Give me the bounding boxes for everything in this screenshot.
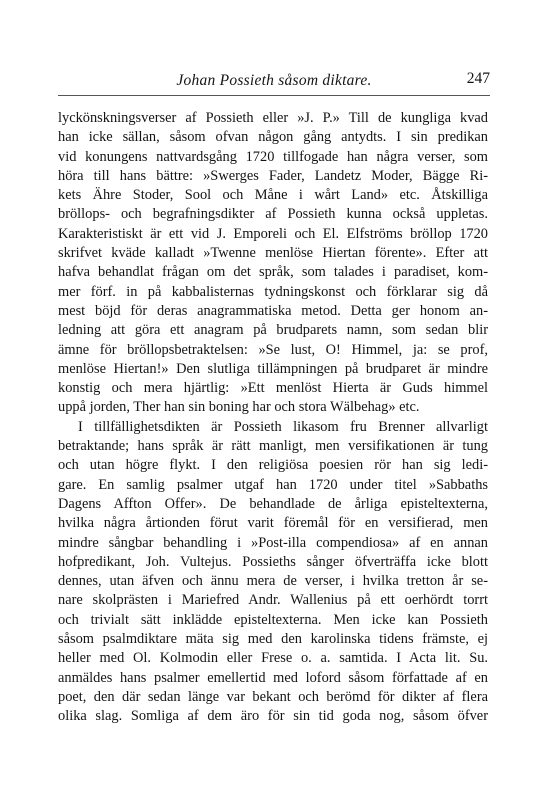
- text-line: Dagens Affton Offer». De behandlade de årliga episteltexterna,: [58, 495, 488, 512]
- text-line: han icke sällan, såsom ofvan någon gång antydts. I sin predikan: [58, 129, 488, 146]
- text-line: och utan högre flykt. I den religiösa poesien rör han sig ledi-: [58, 457, 488, 474]
- text-line: hvilka några årtionden förut varit föremål för en versifierad, men: [58, 515, 488, 532]
- text-line: kets Ähre Stoder, Sool och Måne i wårt Land» etc. Åtskilliga: [58, 187, 488, 204]
- text-line: olika slag. Somliga af dem äro för sin tid goda nog, såsom öfver: [58, 708, 488, 725]
- text-line: hofpredikant, Joh. Vultejus. Possieths sånger öfverträffa icke blott: [58, 553, 488, 570]
- text-line: gare. En samlig psalmer utgaf han 1720 under titel »Sabbaths: [58, 476, 488, 493]
- text-line: uppå jorden, Ther han sin boning har och stora Wälbehag» etc.: [58, 399, 420, 416]
- text-line: mindre sångbar behandling i »Post-illa compendiosa» af en annan: [58, 534, 488, 551]
- page-number: 247: [466, 70, 490, 87]
- text-line: hafva behandlat frågan om det språk, som talades i paradiset, kom-: [58, 264, 488, 281]
- text-line: anmäldes hans psalmer emellertid med loford såsom författade af en: [58, 669, 488, 686]
- text-line: bröllops- och begrafningsdikter af Possieth kunna också uppletas.: [58, 206, 488, 223]
- text-line: mer förf. in på kabbalisternas tydningskonst och förklarar sig då: [58, 283, 488, 300]
- text-line: menlöse Hiertan!» Den slutliga tillämpningen på brudparet är mindre: [58, 360, 488, 377]
- text-line: betraktande; hans språk är rätt manligt, men versifikationen är tung: [58, 438, 488, 455]
- text-line: och trivialt sätt inklädde episteltexterna. Men icke kan Possieth: [58, 611, 488, 628]
- text-line: ledning att göra ett anagram på brudparets namn, som sedan blir: [58, 322, 488, 339]
- text-line: vid konungens nattvardsgång 1720 tillfogade han några verser, som: [58, 148, 488, 165]
- body-text: [58, 109, 488, 727]
- text-line: skrifvet kväde kalladt »Twenne menlöse Hiertan förente». Efter att: [58, 245, 488, 262]
- running-head: [58, 70, 490, 92]
- text-line: ämne för bröllopsbetraktelsen: »Se lust, O! Himmel, ja: se prof,: [58, 341, 488, 358]
- text-line: lyckönskningsverser af Possieth eller »J. P.» Till de kungliga kvad: [58, 110, 488, 126]
- text-line: mest böjd för deras anagrammatiska metod. Detta ger honom an-: [58, 302, 488, 319]
- header-rule: [58, 95, 490, 96]
- running-title: Johan Possieth såsom diktare.: [176, 72, 372, 89]
- text-line: såsom psalmdiktare mäta sig med den karolinska tidens främste, ej: [58, 631, 488, 648]
- text-line: heller med Ol. Kolmodin eller Frese o. a. samtida. I Acta lit. Su.: [58, 650, 488, 667]
- paragraph-start-line: I tillfällighetsdikten är Possieth likasom fru Brenner allvarligt: [78, 418, 488, 435]
- text-line: dennes, utan äfven och ännu mera de verser, i hvilka tretton år se-: [58, 573, 488, 590]
- text-line: höra till hans bättre: »Swerges Fader, Landetz Moder, Bägge Ri-: [58, 167, 488, 184]
- text-line: konstig och mera hjärtlig: »Ett menlöst Hierta är Guds himmel: [58, 380, 488, 397]
- text-line: poet, den där sedan länge var bekant och berömd för dikter af flera: [58, 688, 488, 705]
- text-line: nare skolprästen i Mariefred Andr. Wallenius på ett oerhördt torrt: [58, 592, 488, 609]
- text-line: Karakteristiskt är ett vid J. Emporeli och El. Elfströms bröllop 1720: [58, 225, 488, 242]
